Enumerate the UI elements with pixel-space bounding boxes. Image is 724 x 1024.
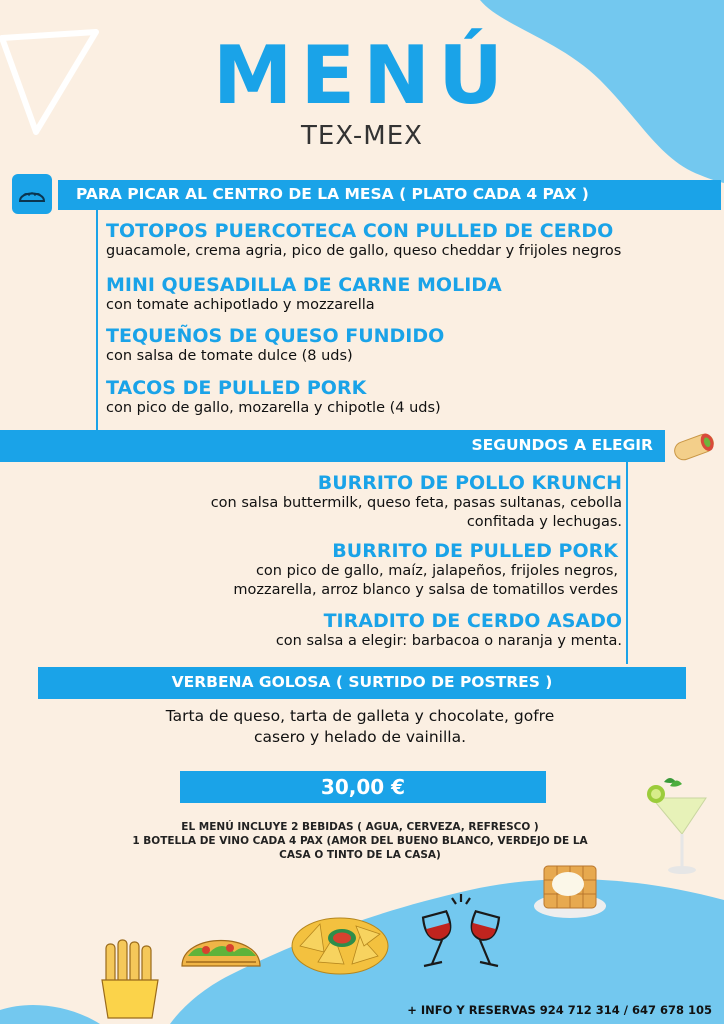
main-item bbox=[211, 472, 622, 532]
desserts-heading: VERBENA GOLOSA ( SURTIDO DE POSTRES ) bbox=[171, 673, 553, 691]
burrito-icon bbox=[668, 426, 720, 468]
menu-title: MENÚ bbox=[212, 29, 512, 122]
taco-food-icon bbox=[176, 922, 266, 978]
includes-line: CASA O TINTO DE LA CASA) bbox=[279, 849, 441, 861]
starter-item bbox=[106, 274, 502, 315]
desserts-heading-bar bbox=[38, 667, 686, 699]
starter-item bbox=[106, 377, 441, 418]
nachos-icon bbox=[290, 906, 390, 976]
main-item-desc: mozzarella, arroz blanco y salsa de tomatillos verdes bbox=[233, 582, 618, 598]
starter-item-desc: guacamole, crema agria, pico de gallo, queso cheddar y frijoles negros bbox=[106, 243, 622, 259]
starter-item-name: MINI QUESADILLA DE CARNE MOLIDA bbox=[106, 274, 502, 296]
menu-subtitle: TEX-MEX bbox=[301, 121, 423, 151]
taco-icon-box bbox=[12, 174, 52, 214]
main-item-desc: con salsa buttermilk, queso feta, pasas sultanas, cebolla bbox=[210, 495, 622, 511]
starter-item-desc: con salsa de tomate dulce (8 uds) bbox=[106, 348, 353, 364]
includes-line: EL MENÚ INCLUYE 2 BEBIDAS ( AGUA, CERVEZA, REFRESCO ) bbox=[181, 821, 539, 833]
main-item-desc: con pico de gallo, maíz, jalapeños, frijoles negros, bbox=[255, 563, 618, 579]
main-item-desc: confitada y lechugas. bbox=[466, 514, 622, 530]
cocktail-icon bbox=[642, 770, 714, 880]
desserts-desc bbox=[60, 706, 660, 748]
starter-item-name: TEQUEÑOS DE QUESO FUNDIDO bbox=[106, 325, 445, 347]
fries-icon bbox=[98, 938, 162, 1020]
taco-icon bbox=[12, 174, 52, 214]
mains-divider bbox=[626, 462, 628, 664]
main-item bbox=[276, 610, 622, 651]
main-item-name: BURRITO DE POLLO KRUNCH bbox=[317, 472, 622, 494]
main-item-name: TIRADITO DE CERDO ASADO bbox=[323, 610, 622, 632]
main-item-name: BURRITO DE PULLED PORK bbox=[332, 540, 618, 562]
starters-heading: PARA PICAR AL CENTRO DE LA MESA ( PLATO CADA 4 PAX ) bbox=[76, 185, 589, 203]
starter-item-name: TACOS DE PULLED PORK bbox=[106, 377, 367, 399]
price: 30,00 € bbox=[320, 775, 406, 799]
starter-item-desc: con tomate achipotlado y mozzarella bbox=[106, 297, 375, 313]
starter-item-name: TOTOPOS PUERCOTECA CON PULLED DE CERDO bbox=[106, 220, 614, 242]
desserts-desc-line: Tarta de queso, tarta de galleta y chocolate, gofre bbox=[165, 707, 555, 725]
wine-glasses-icon bbox=[408, 892, 514, 974]
desserts-desc-line: casero y helado de vainilla. bbox=[253, 728, 467, 746]
starters-heading-bar bbox=[58, 180, 721, 210]
main-item-desc: con salsa a elegir: barbacoa o naranja y menta. bbox=[275, 633, 622, 649]
main-item bbox=[233, 540, 618, 600]
includes-line: 1 BOTELLA DE VINO CADA 4 PAX (AMOR DEL BUENO BLANCO, VERDEJO DE LA bbox=[132, 835, 588, 847]
starter-item bbox=[106, 220, 621, 261]
starter-item-desc: con pico de gallo, mozarella y chipotle (4 uds) bbox=[106, 400, 441, 416]
price-bar bbox=[180, 771, 546, 803]
contact-info: + INFO Y RESERVAS 924 712 314 / 647 678 105 bbox=[407, 1003, 712, 1017]
starters-divider bbox=[96, 210, 98, 430]
mains-heading: SEGUNDOS A ELEGIR bbox=[471, 436, 653, 454]
starter-item bbox=[106, 325, 444, 366]
waffle-icon bbox=[532, 856, 608, 920]
mains-heading-bar bbox=[0, 430, 665, 462]
